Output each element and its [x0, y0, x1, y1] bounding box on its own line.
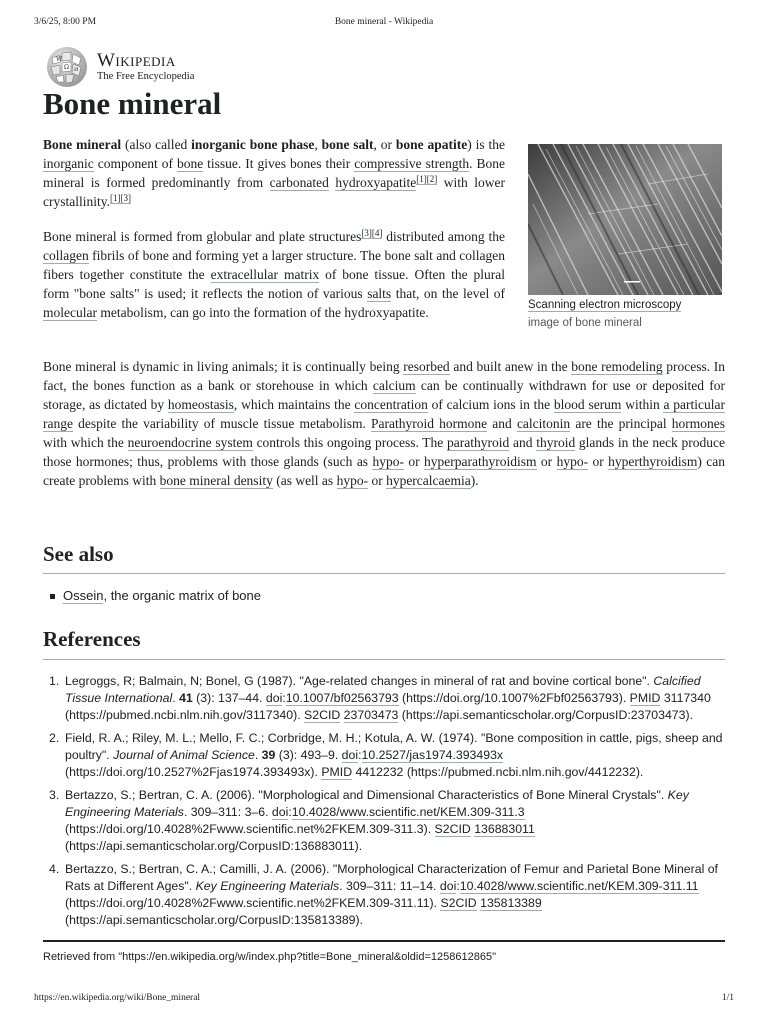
- page-number: 1/1: [721, 993, 734, 1003]
- link-doi-value[interactable]: 10.4028/www.scientific.net/KEM.309-311.11: [459, 879, 699, 893]
- sem-image[interactable]: [528, 144, 722, 295]
- structure-paragraph: Bone mineral is formed from globular and plate structures[3][4] distributed among the collagen fibrils of bone and forming yet a larger structure. The bone salt and collagen fibers together constitute the extracellular matrix of bone tissue. Often the plural form "bone salts" is used; it reflects the notion of various salts that, on the level of molecular metabolism, can go into the formation of the hydroxyapatite.: [43, 227, 506, 320]
- link-pmid[interactable]: PMID: [629, 691, 661, 705]
- citation-link[interactable]: [1]: [416, 173, 427, 184]
- bullet-icon: [50, 594, 55, 599]
- link-inorganic[interactable]: inorganic: [43, 156, 94, 171]
- term-bold: inorganic bone phase: [191, 137, 315, 152]
- link-blood-serum[interactable]: blood serum: [553, 397, 622, 412]
- link-doi[interactable]: doi: [265, 691, 283, 705]
- link-hyperparathyroidism[interactable]: hyperparathyroidism: [424, 454, 537, 469]
- citation-link[interactable]: [4]: [371, 227, 383, 238]
- references-heading: References: [43, 627, 141, 651]
- reference-item: 3. Bertazzo, S.; Bertran, C. A. (2006). "Morphological and Dimensional Characteristics of Bone Mineral Crystals". Key Engineering Materials. 309–311: 3–6. doi:10.4028/www.scientific.net/KEM.309-311.3 (https://doi.org/10.4028%2Fwww.scientific.net%2FKEM.309-311.3). S2CID 136883011 (https://api.semanticscholar.org/CorpusID:136883011).: [49, 788, 689, 853]
- link-bone[interactable]: bone: [176, 156, 204, 171]
- heading-divider: [43, 659, 725, 660]
- retrieved-from: Retrieved from "https://en.wikipedia.org/w/index.php?title=Bone_mineral&oldid=1258612865": [43, 951, 496, 963]
- citation-link[interactable]: [3]: [120, 192, 131, 203]
- link-hypo[interactable]: hypo-: [336, 473, 369, 488]
- link-hypo[interactable]: hypo-: [372, 454, 404, 469]
- link-s2cid-value[interactable]: 135813389: [480, 896, 542, 910]
- link-calcium[interactable]: calcium: [372, 378, 416, 393]
- link-doi-value[interactable]: 10.2527/jas1974.393493x: [361, 748, 504, 762]
- term-bold: Bone mineral: [43, 137, 122, 152]
- link-s2cid-value[interactable]: 23703473: [343, 708, 399, 722]
- link-s2cid[interactable]: S2CID: [440, 896, 477, 910]
- see-also-list: Ossein, the organic matrix of bone: [50, 588, 261, 603]
- wikipedia-tagline: The Free Encyclopedia: [97, 71, 195, 82]
- link-salts[interactable]: salts: [367, 286, 392, 301]
- link-parathyroid-hormone[interactable]: Parathyroid hormone: [371, 416, 488, 431]
- link-parathyroid[interactable]: parathyroid: [447, 435, 510, 450]
- svg-text:W: W: [56, 56, 63, 63]
- page-title: Bone mineral: [43, 86, 222, 121]
- reference-item: 4. Bertazzo, S.; Bertran, C. A.; Camilli, J. A. (2006). "Morphological Characterization of Femur and Parietal Bone Mineral of Rats at Different Ages". Key Engineering Materials. 309–311: 11–14. doi:10.4028/www.scientific.net/KEM.309-311.11 (https://doi.org/10.4028%2Fwww.scientific.net%2FKEM.309-311.11). S2CID 135813389 (https://api.semanticscholar.org/CorpusID:135813389).: [49, 862, 718, 927]
- link-neuroendocrine-system[interactable]: neuroendocrine system: [127, 435, 253, 450]
- link-bone-remodeling[interactable]: bone remodeling: [571, 359, 663, 374]
- link-sem[interactable]: Scanning electron microscopy: [528, 299, 682, 311]
- link-doi[interactable]: doi: [439, 879, 457, 893]
- link-collagen[interactable]: collagen: [43, 248, 89, 263]
- wikipedia-wordmark: Wikipedia: [97, 50, 176, 71]
- see-also-heading: See also: [43, 542, 114, 566]
- term-bold: bone apatite: [395, 137, 468, 152]
- svg-text:И: И: [74, 67, 79, 73]
- link-hormones[interactable]: hormones: [671, 416, 725, 431]
- link-s2cid[interactable]: S2CID: [304, 708, 341, 722]
- link-hydroxyapatite[interactable]: hydroxyapatite: [335, 175, 417, 190]
- term-bold: bone salt: [321, 137, 374, 152]
- link-hypo[interactable]: hypo-: [556, 454, 589, 469]
- svg-text:Ω: Ω: [64, 64, 69, 71]
- link-bone-mineral-density[interactable]: bone mineral density: [159, 473, 273, 488]
- link-ossein[interactable]: Ossein: [63, 588, 104, 603]
- footer-divider: [43, 940, 725, 942]
- link-homeostasis[interactable]: homeostasis: [167, 397, 234, 412]
- intro-paragraph: Bone mineral (also called inorganic bone phase, bone salt, or bone apatite) is the inorganic component of bone tissue. It gives bones their compressive strength. Bone mineral is formed predominantly from carbonated hydroxyapatite[1][2] with lower crystallinity.[1][3]: [43, 137, 506, 209]
- link-calcitonin[interactable]: calcitonin: [516, 416, 571, 431]
- link-concentration[interactable]: concentration: [354, 397, 428, 412]
- link-pmid[interactable]: PMID: [321, 765, 353, 779]
- link-extracellular-matrix[interactable]: extracellular matrix: [210, 267, 320, 282]
- print-footer: [34, 993, 734, 1003]
- sem-figure: [528, 144, 723, 332]
- link-doi-value[interactable]: 10.4028/www.scientific.net/KEM.309-311.3: [291, 805, 525, 819]
- print-date: 3/6/25, 8:00 PM: [34, 17, 97, 27]
- citation-link[interactable]: [1]: [110, 192, 121, 203]
- link-doi[interactable]: doi: [271, 805, 289, 819]
- link-doi[interactable]: doi: [341, 748, 359, 762]
- link-s2cid[interactable]: S2CID: [434, 822, 471, 836]
- print-url: https://en.wikipedia.org/wiki/Bone_mineral: [34, 993, 201, 1003]
- link-particular-range[interactable]: a particular range: [43, 397, 725, 431]
- heading-divider: [43, 573, 725, 574]
- link-hypercalcaemia[interactable]: hypercalcaemia: [386, 473, 471, 488]
- link-hyperthyroidism[interactable]: hyperthyroidism: [608, 454, 698, 469]
- figure-caption: Scanning electron microscopy image of bone mineral: [528, 299, 682, 329]
- link-thyroid[interactable]: thyroid: [536, 435, 576, 450]
- references-list: [46, 673, 726, 935]
- link-s2cid-value[interactable]: 136883011: [474, 822, 535, 836]
- print-title: Bone mineral - Wikipedia: [334, 17, 434, 27]
- link-molecular[interactable]: molecular: [43, 305, 97, 320]
- dynamics-paragraph: Bone mineral is dynamic in living animals; it is continually being resorbed and built anew in the bone remodeling process. In fact, the bones function as a bank or storehouse in which calcium can be continually withdrawn for use or deposited for storage, as dictated by homeostasis, which maintains the concentration of calcium ions in the blood serum within a particular range despite the variability of muscle tissue metabolism. Parathyroid hormone and calcitonin are the principal hormones with which the neuroendocrine system controls this ongoing process. The parathyroid and thyroid glands in the neck produce those hormones; thus, problems with those glands (such as hypo- or hyperparathyroidism or hypo- or hyperthyroidism) can create problems with bone mineral density (as well as hypo- or hypercalcaemia).: [43, 359, 726, 488]
- link-resorbed[interactable]: resorbed: [403, 359, 450, 374]
- link-compressive-strength[interactable]: compressive strength: [354, 156, 470, 171]
- citation-link[interactable]: [2]: [426, 173, 438, 184]
- link-doi-value[interactable]: 10.1007/bf02563793: [285, 691, 399, 705]
- reference-item: 1. Legroggs, R; Balmain, N; Bonel, G (1987). "Age-related changes in mineral of rat and bovine cortical bone". Calcified Tissue International. 41 (3): 137–44. doi:10.1007/bf02563793 (https://doi.org/10.1007%2Fbf02563793). PMID 3117340 (https://pubmed.ncbi.nlm.nih.gov/3117340). S2CID 23703473 (https://api.semanticscholar.org/CorpusID:23703473).: [49, 674, 711, 722]
- link-carbonated[interactable]: carbonated: [269, 175, 329, 190]
- citation-link[interactable]: [3]: [361, 227, 372, 238]
- wikipedia-globe-icon[interactable]: [43, 45, 91, 89]
- reference-item: 2. Field, R. A.; Riley, M. L.; Mello, F. C.; Corbridge, M. H.; Kotula, A. W. (1974). "Bone composition in cattle, pigs, sheep and poultry". Journal of Animal Science. 39 (3): 493–9. doi:10.2527/jas1974.393493x (https://doi.org/10.2527%2Fjas1974.393493x). PMID 4412232 (https://pubmed.ncbi.nlm.nih.gov/4412232).: [49, 731, 723, 779]
